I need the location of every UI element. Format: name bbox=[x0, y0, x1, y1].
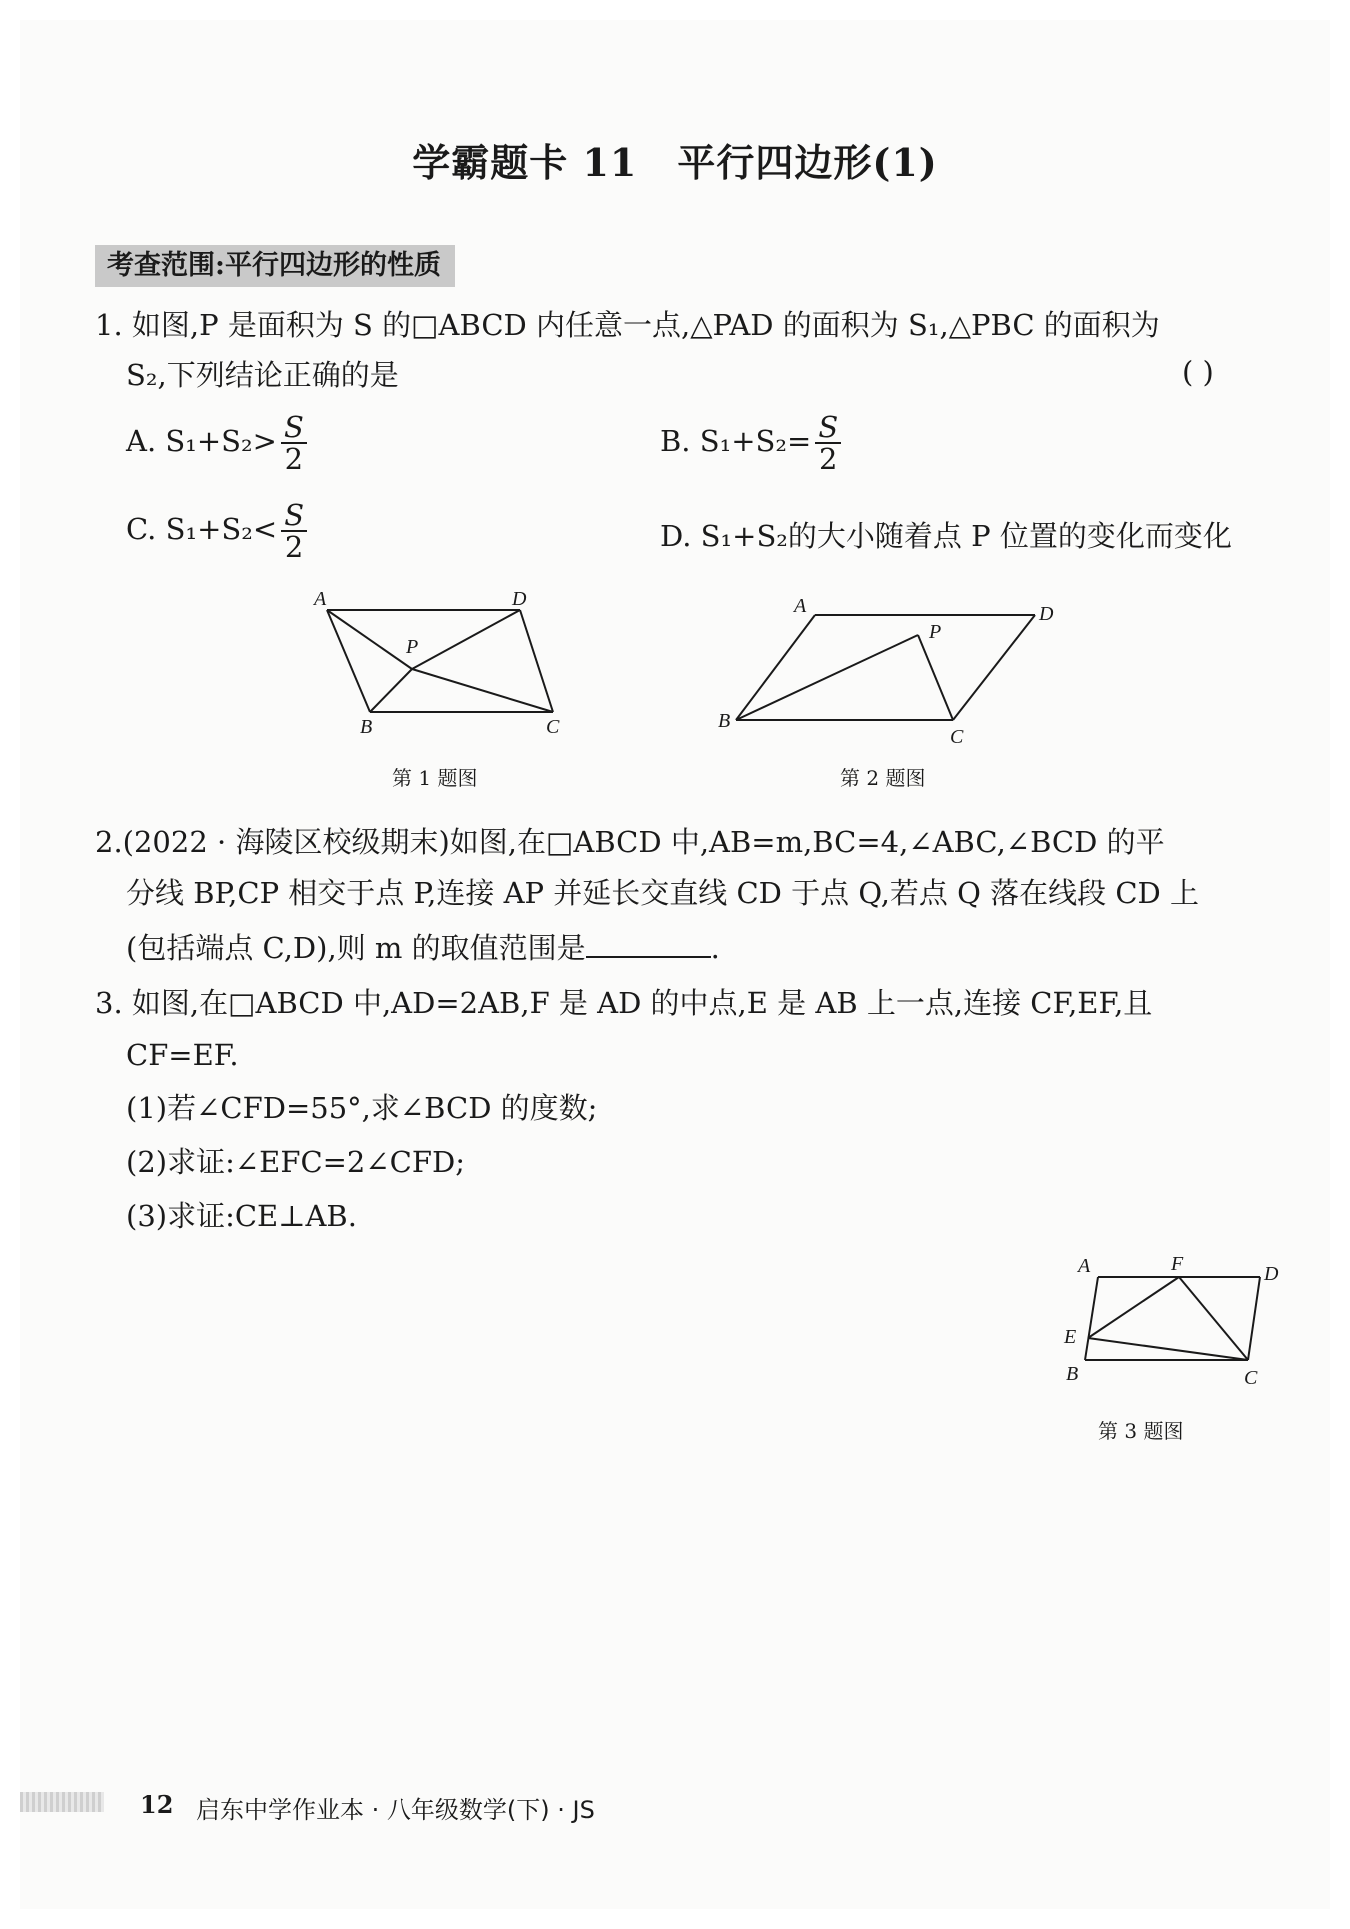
q2-line3 bbox=[126, 928, 720, 968]
fig1-segment-pc bbox=[412, 669, 553, 712]
fig2-edge-ba bbox=[736, 615, 815, 720]
q1-option-a bbox=[126, 412, 307, 474]
fig1-caption: 第 1 题图 bbox=[392, 766, 478, 790]
option-a-numerator: S bbox=[281, 412, 307, 444]
q1-option-c bbox=[126, 500, 307, 562]
q1-line1: 1. 如图,P 是面积为 S 的□ABCD 内任意一点,△PAD 的面积为 S₁,△PBC 的面积为 bbox=[95, 308, 1160, 342]
fig1-point-a: A bbox=[314, 588, 327, 610]
fig3-point-d: D bbox=[1264, 1263, 1279, 1285]
fig3-edge-ba bbox=[1085, 1277, 1098, 1360]
fig3-point-e: E bbox=[1064, 1326, 1077, 1348]
footer-book-title: 启东中学作业本 · 八年级数学(下) · JS bbox=[196, 1796, 595, 1824]
fig2-point-d: D bbox=[1039, 603, 1054, 625]
fig1-point-c: C bbox=[546, 716, 560, 738]
option-c-label: C. S₁+S₂< bbox=[126, 512, 278, 546]
q1-option-b bbox=[660, 412, 841, 474]
fig1-point-b: B bbox=[360, 716, 373, 738]
fig2-point-a: A bbox=[794, 595, 807, 617]
q1-answer-paren: ( ) bbox=[1182, 355, 1214, 389]
fig2-caption: 第 2 题图 bbox=[840, 766, 926, 790]
option-b-numerator: S bbox=[815, 412, 841, 444]
q2-line3-text: (包括端点 C,D),则 m 的取值范围是 bbox=[126, 931, 586, 965]
fig1-edge-dc bbox=[520, 610, 553, 712]
q2-answer-blank bbox=[586, 928, 711, 958]
q3-part-2: (2)求证:∠EFC=2∠CFD; bbox=[126, 1145, 466, 1179]
option-b-denominator: 2 bbox=[819, 442, 838, 476]
fig3-point-c: C bbox=[1244, 1367, 1258, 1389]
q2-line3-end: . bbox=[710, 931, 720, 965]
fig2-point-c: C bbox=[950, 726, 964, 748]
scan-smudge bbox=[20, 1792, 104, 1812]
title-main: 学霸题卡 11 bbox=[412, 140, 638, 185]
fig3-point-b: B bbox=[1066, 1363, 1079, 1385]
option-c-denominator: 2 bbox=[284, 530, 304, 564]
fig3-caption: 第 3 题图 bbox=[1098, 1419, 1184, 1443]
option-c-fraction bbox=[281, 500, 307, 562]
figure-2 bbox=[700, 590, 1060, 750]
option-a-fraction bbox=[281, 412, 307, 474]
option-b-fraction bbox=[815, 412, 841, 474]
page-title bbox=[0, 132, 1350, 187]
q1-option-d: D. S₁+S₂的大小随着点 P 位置的变化而变化 bbox=[660, 519, 1232, 553]
fig2-segment-pc bbox=[918, 635, 953, 720]
option-a-label: A. S₁+S₂> bbox=[126, 424, 277, 458]
option-c-numerator: S bbox=[281, 500, 307, 532]
q3-part-1: (1)若∠CFD=55°,求∠BCD 的度数; bbox=[126, 1091, 598, 1125]
title-sub: 平行四边形(1) bbox=[677, 140, 938, 185]
fig2-edge-dc bbox=[953, 615, 1035, 720]
fig2-point-p: P bbox=[929, 621, 942, 643]
fig3-point-a: A bbox=[1078, 1255, 1091, 1277]
fig3-segment-ec bbox=[1088, 1338, 1248, 1360]
option-b-label: B. S₁+S₂= bbox=[660, 424, 812, 458]
fig1-segment-pb bbox=[370, 669, 412, 712]
figure-1 bbox=[300, 585, 580, 745]
fig1-point-d: D bbox=[512, 588, 527, 610]
q1-line2: S₂,下列结论正确的是 bbox=[126, 358, 399, 392]
figure-3 bbox=[1050, 1250, 1290, 1390]
q3-line2: CF=EF. bbox=[126, 1038, 239, 1072]
fig2-segment-bp bbox=[736, 635, 918, 720]
fig2-point-b: B bbox=[718, 710, 731, 732]
fig1-point-p: P bbox=[406, 636, 419, 658]
fig3-point-f: F bbox=[1171, 1253, 1184, 1275]
fig3-segment-fc bbox=[1179, 1277, 1248, 1360]
q2-line2: 分线 BP,CP 相交于点 P,连接 AP 并延长交直线 CD 于点 Q,若点 Q 落在线段 CD 上 bbox=[126, 876, 1200, 910]
fig1-segment-dp bbox=[412, 610, 520, 669]
footer-page-number: 12 bbox=[140, 1790, 174, 1819]
q2-line1: 2.(2022 · 海陵区校级期末)如图,在□ABCD 中,AB=m,BC=4,∠ABC,∠BCD 的平 bbox=[95, 825, 1165, 859]
q3-part-3: (3)求证:CE⊥AB. bbox=[126, 1199, 357, 1233]
fig3-edge-dc bbox=[1248, 1277, 1260, 1360]
q3-line1: 3. 如图,在□ABCD 中,AD=2AB,F 是 AD 的中点,E 是 AB 上一点,连接 CF,EF,且 bbox=[95, 986, 1153, 1020]
option-a-denominator: 2 bbox=[284, 442, 304, 476]
section-label: 考查范围:平行四边形的性质 bbox=[95, 245, 455, 287]
fig3-segment-ef bbox=[1088, 1277, 1179, 1338]
